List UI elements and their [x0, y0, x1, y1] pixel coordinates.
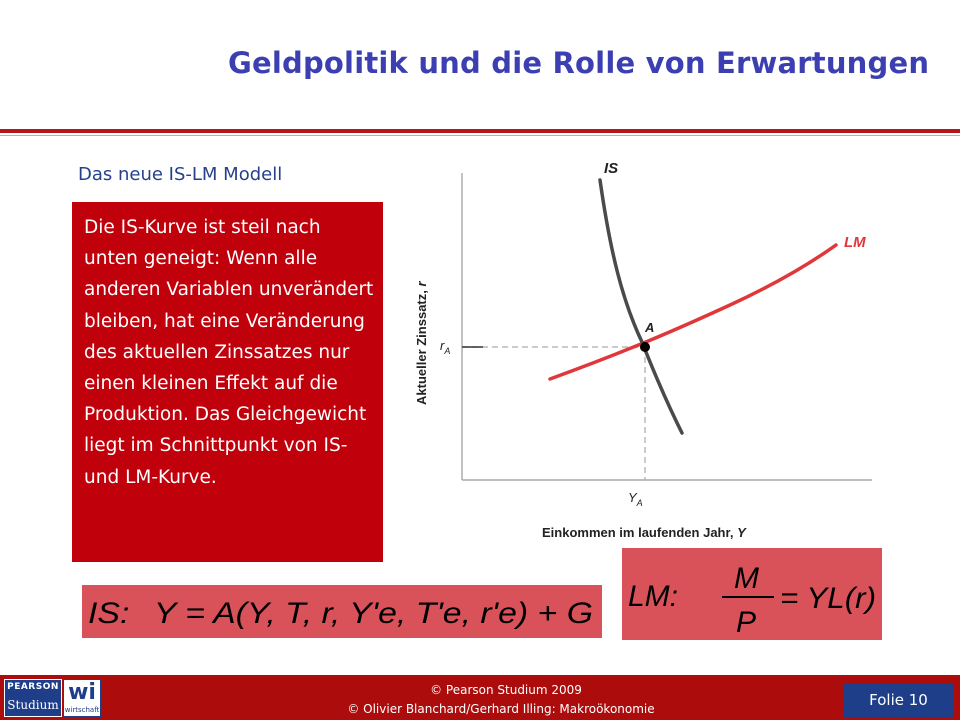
is-equation-prefix: IS:	[88, 597, 125, 630]
wi-logo-big: wi	[68, 680, 96, 705]
lm-equation-box	[622, 548, 882, 640]
lm-equation-prefix: LM:	[628, 580, 679, 613]
y-axis-title: Aktueller Zinssatz, r	[414, 281, 429, 405]
point-a-label: A	[645, 320, 655, 335]
copyright-line-2: © Olivier Blanchard/Gerhard Illing: Makroökonomie	[347, 702, 655, 716]
is-curve	[600, 180, 682, 433]
pearson-logo-top: PEARSON	[7, 682, 59, 692]
title-divider-thin	[0, 135, 960, 136]
explanation-box	[72, 202, 383, 562]
title-divider	[0, 129, 960, 133]
slide-title: Geldpolitik und die Rolle von Erwartungen	[228, 46, 930, 80]
lm-curve	[550, 245, 836, 379]
svg-text:IS: Y = A(Y, T, r, Y'e, T'e, r	[88, 597, 593, 630]
lm-equation-numerator: M	[734, 562, 759, 595]
is-equation-body: Y = A(Y, T, r, Y'e, T'e, r'e) + G	[153, 597, 544, 630]
lm-equation-rhs: = YL(r)	[780, 582, 876, 615]
lm-curve-label: LM	[844, 234, 866, 251]
y-a-label: $Y_A$	[628, 490, 643, 508]
wi-logo-small: wirtschaft	[64, 706, 100, 714]
r-a-label: $r_A$	[440, 338, 451, 356]
is-equation	[82, 585, 602, 638]
is-curve-label: IS	[604, 160, 619, 177]
slide-number: Folie 10	[843, 684, 954, 717]
copyright-line-1: © Pearson Studium 2009	[430, 683, 582, 697]
equilibrium-point	[640, 342, 650, 352]
lm-equation-denominator: P	[736, 606, 757, 639]
lm-equation	[622, 548, 882, 640]
is-lm-diagram	[400, 150, 890, 550]
x-axis-title: Einkommen im laufenden Jahr, Y	[542, 525, 746, 540]
slide-subtitle: Das neue IS-LM Modell	[78, 164, 283, 185]
explanation-text: Die IS-Kurve ist steil nach unten geneigt: Wenn alle anderen Variablen unverändert bleiben, hat eine Veränderung des aktuellen Zinssatzes nur einen kleinen Effekt auf die Produktion. Das Gleichgewicht liegt im Schnittpunkt von IS- und LM-Kurve.	[84, 217, 374, 488]
is-equation-box	[82, 585, 602, 638]
pearson-logo-bottom: Studium	[7, 698, 59, 712]
